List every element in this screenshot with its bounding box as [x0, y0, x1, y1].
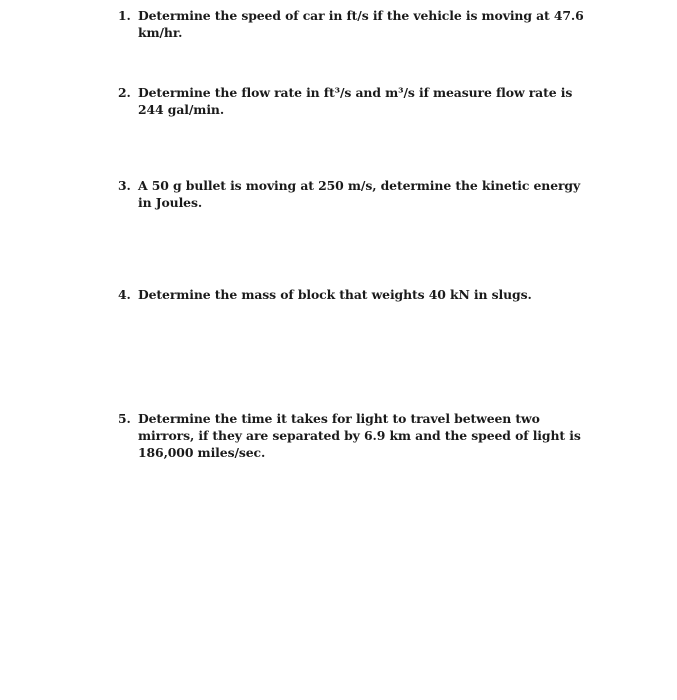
question-3 [118, 177, 588, 211]
question-4 [118, 286, 588, 303]
question-number: 3. [118, 178, 131, 193]
question-number: 4. [118, 287, 131, 302]
question-2 [118, 84, 588, 118]
question-text: Determine the speed of car in ft/s if the vehicle is moving at 47.6 km/hr. [138, 8, 584, 40]
question-number: 2. [118, 85, 131, 100]
question-text: Determine the flow rate in ft³/s and m³/s if measure flow rate is 244 gal/min. [138, 85, 573, 117]
question-1 [118, 7, 588, 41]
question-number: 5. [118, 411, 131, 426]
question-text: Determine the mass of block that weights 40 kN in slugs. [138, 287, 532, 302]
question-number: 1. [118, 8, 131, 23]
question-text: Determine the time it takes for light to travel between two mirrors, if they are separated by 6.9 km and the speed of light is 186,000 miles/sec. [138, 411, 581, 460]
question-5 [118, 410, 588, 461]
question-text: A 50 g bullet is moving at 250 m/s, determine the kinetic energy in Joules. [138, 178, 581, 210]
